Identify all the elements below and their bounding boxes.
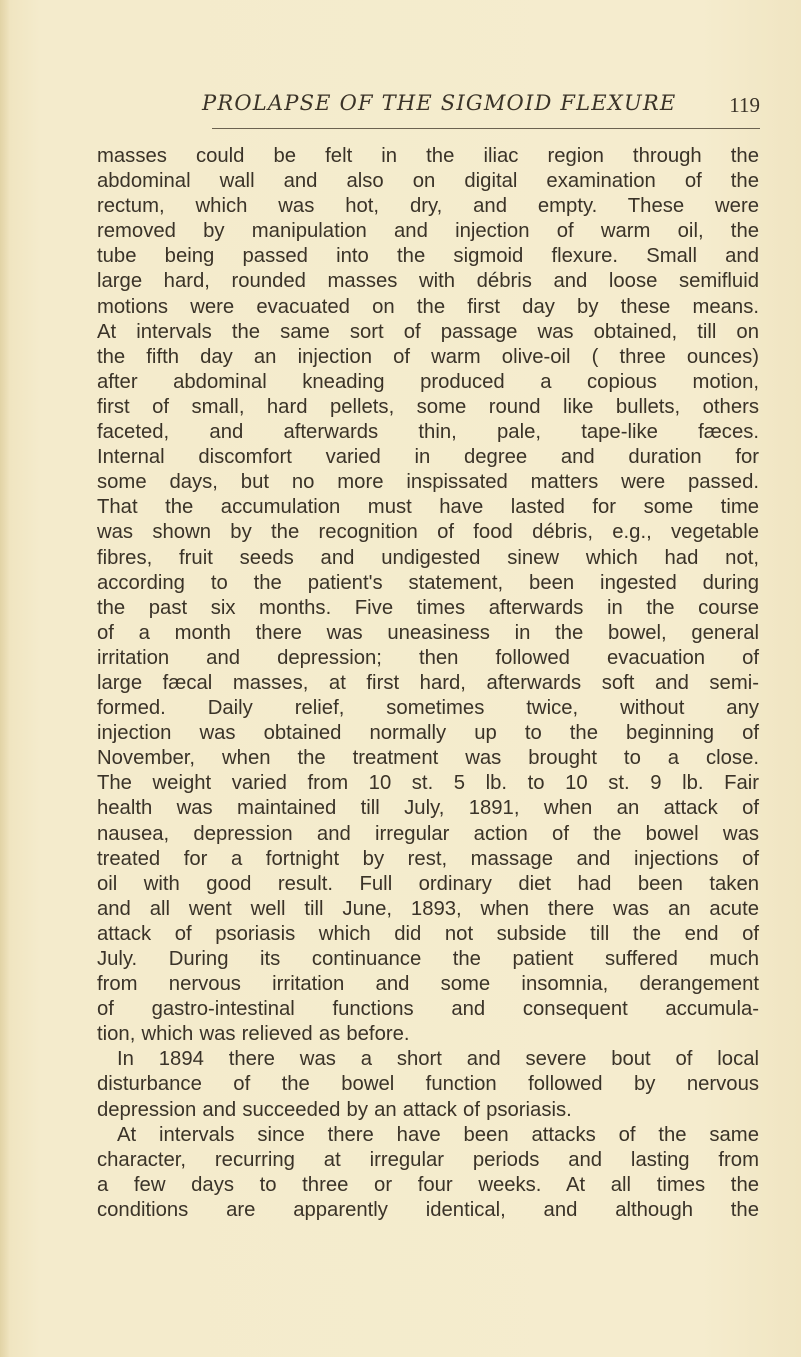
text-line: abdominal wall and also on digital examination of the <box>97 170 759 193</box>
text-line: attack of psoriasis which did not subside till the end of <box>97 922 759 945</box>
text-line: At intervals since there have been attacks of the same <box>117 1123 759 1146</box>
text-line: fibres, fruit seeds and undigested sinew which had not, <box>97 546 759 569</box>
text-line: That the accumulation must have lasted for some time <box>97 496 759 519</box>
text-line: health was maintained till July, 1891, when an attack of <box>97 797 759 820</box>
text-line: the fifth day an injection of warm olive-oil ( three ounces) <box>97 345 759 368</box>
text-line: The weight varied from 10 st. 5 lb. to 10 st. 9 lb. Fair <box>97 772 759 795</box>
text-line: character, recurring at irregular periods and lasting from <box>97 1148 759 1171</box>
text-line: masses could be felt in the iliac region through the <box>97 145 759 167</box>
text-line: tion, which was relieved as before. <box>97 1023 410 1046</box>
text-line: motions were evacuated on the first day by these means. <box>97 295 759 318</box>
text-line: and all went well till June, 1893, when there was an acute <box>97 897 759 920</box>
header-rule <box>212 128 760 129</box>
text-line: first of small, hard pellets, some round like bullets, others <box>97 395 759 418</box>
text-line: nausea, depression and irregular action of the bowel was <box>97 822 759 845</box>
text-line: July. During its continuance the patient suffered much <box>97 948 759 970</box>
text-line: after abdominal kneading produced a copious motion, <box>97 370 759 393</box>
text-line: removed by manipulation and injection of warm oil, the <box>97 220 759 243</box>
text-line: large hard, rounded masses with débris and loose semifluid <box>97 270 759 293</box>
text-line: according to the patient's statement, been ingested during <box>97 571 759 594</box>
text-line: disturbance of the bowel function followed by nervous <box>97 1073 759 1096</box>
text-line: conditions are apparently identical, and although the <box>97 1198 759 1221</box>
text-line: some days, but no more inspissated matters were passed. <box>97 471 759 494</box>
text-line: a few days to three or four weeks. At all times the <box>97 1173 759 1196</box>
text-line: oil with good result. Full ordinary diet had been taken <box>97 872 759 895</box>
text-line: November, when the treatment was brought to a close. <box>97 747 759 770</box>
body-text <box>97 144 759 1223</box>
text-line: faceted, and afterwards thin, pale, tape-like fæces. <box>97 421 759 444</box>
page-header <box>160 91 760 121</box>
text-line: was shown by the recognition of food débris, e.g., vegetable <box>97 521 759 544</box>
text-line: depression and succeeded by an attack of psoriasis. <box>97 1098 572 1121</box>
page-number: 119 <box>729 93 760 117</box>
text-line: of gastro-intestinal functions and consequent accumula- <box>97 998 759 1021</box>
running-head: PROLAPSE OF THE SIGMOID FLEXURE <box>202 91 677 115</box>
text-line: At intervals the same sort of passage was obtained, till on <box>97 320 759 343</box>
text-line: injection was obtained normally up to the beginning of <box>97 722 759 745</box>
text-line: formed. Daily relief, sometimes twice, without any <box>97 697 759 720</box>
text-line: Internal discomfort varied in degree and duration for <box>97 446 759 469</box>
text-line: tube being passed into the sigmoid flexure. Small and <box>97 245 759 268</box>
text-line: of a month there was uneasiness in the bowel, general <box>97 621 759 644</box>
text-line: rectum, which was hot, dry, and empty. These were <box>97 195 759 218</box>
text-line: large fæcal masses, at first hard, afterwards soft and semi- <box>97 671 759 694</box>
text-line: treated for a fortnight by rest, massage and injections of <box>97 847 759 870</box>
text-line: irritation and depression; then followed evacuation of <box>97 646 759 669</box>
text-line: In 1894 there was a short and severe bout of local <box>117 1048 759 1071</box>
page-edge-shadow <box>0 0 10 1357</box>
text-line: from nervous irritation and some insomnia, derangement <box>97 973 759 996</box>
text-line: the past six months. Five times afterwards in the course <box>97 596 759 619</box>
